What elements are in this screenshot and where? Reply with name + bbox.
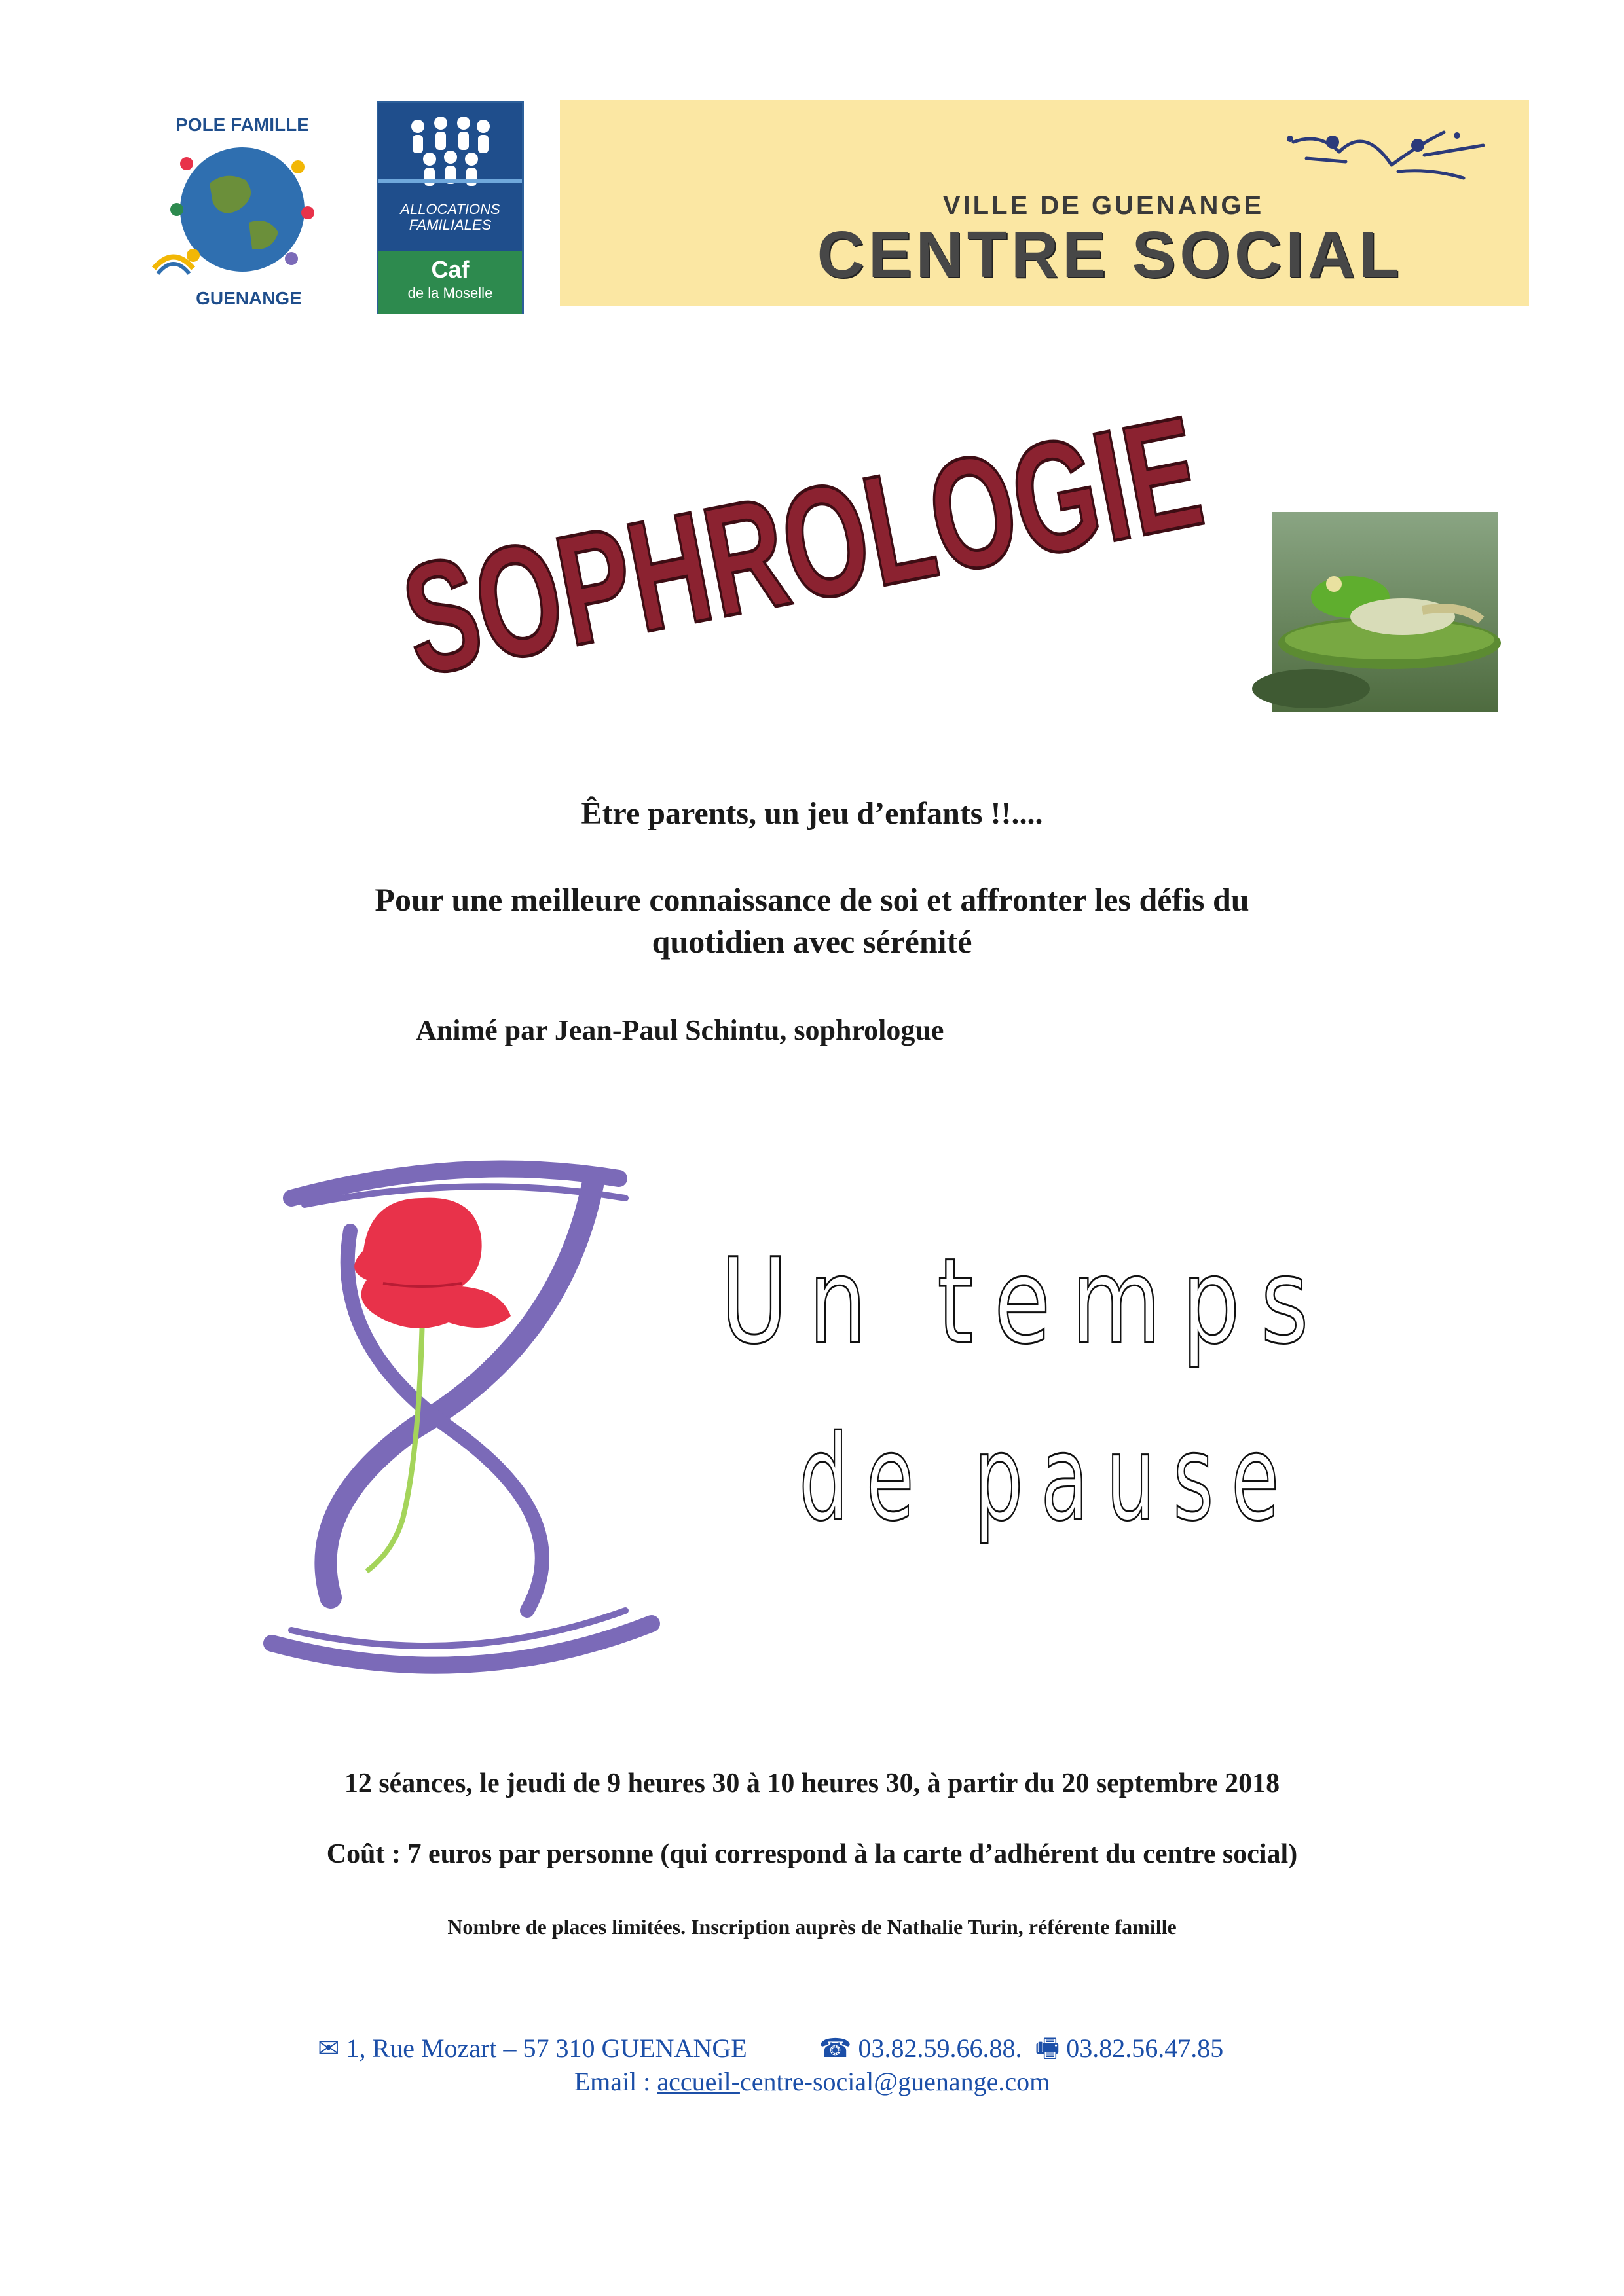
- sessions-info: 12 séances, le jeudi de 9 heures 30 à 10 heures 30, à partir du 20 septembre 2018: [344, 1768, 1280, 1798]
- email-label: Email :: [574, 2067, 657, 2096]
- fax-icon: 🖷: [1028, 2033, 1067, 2063]
- caf-line2: FAMILIALES: [409, 217, 492, 233]
- caf-name: Caf: [431, 256, 470, 283]
- animator-line: Animé par Jean-Paul Schintu, sophrologue: [416, 1014, 944, 1046]
- cost-info: Coût : 7 euros par personne (qui correspond à la carte d’adhérent du centre social): [326, 1839, 1298, 1869]
- centre-social-banner: [560, 100, 1529, 306]
- relaxing-frog-photo: [1272, 512, 1498, 712]
- subtitle-line-2: quotidien avec sérénité: [652, 923, 972, 960]
- subtitle-line-1: Pour une meilleure connaissance de soi et affronter les défis du: [375, 881, 1249, 918]
- contact-address: 1, Rue Mozart – 57 310 GUENANGE: [346, 2033, 747, 2063]
- registration-info: Nombre de places limitées. Inscription auprès de Nathalie Turin, référente famille: [447, 1915, 1177, 1939]
- contact-email-line: [0, 2066, 1624, 2097]
- email-link-rest[interactable]: centre-social@guenange.com: [739, 2067, 1050, 2096]
- hourglass-poppy-illustration: [252, 1126, 691, 1689]
- caf-line1: ALLOCATIONS: [400, 201, 500, 217]
- caf-logo: [377, 101, 524, 314]
- dancing-figures-icon: [1267, 106, 1529, 198]
- mail-icon: ✉: [318, 2033, 346, 2063]
- contact-fax: 03.82.56.47.85: [1066, 2033, 1224, 2063]
- tagline: Être parents, un jeu d’enfants !!....: [581, 796, 1043, 831]
- centre-social-text: CENTRE SOCIAL: [817, 218, 1403, 291]
- pole-famille-top-text: POLE FAMILLE: [175, 115, 309, 135]
- subtitle: [196, 879, 1428, 962]
- pole-famille-bottom-text: GUENANGE: [196, 288, 302, 308]
- contact-phone: 03.82.59.66.88.: [858, 2033, 1022, 2063]
- page-title: SOPHROLOGIE: [390, 313, 1572, 709]
- phone-icon: ☎: [819, 2033, 858, 2063]
- handwritten-line-1: Un temps: [720, 1233, 1329, 1370]
- email-link-user[interactable]: accueil-: [657, 2067, 740, 2096]
- handwritten-line-2: de pause: [799, 1410, 1297, 1547]
- handwritten-title: [720, 1218, 1349, 1637]
- caf-region: de la Moselle: [407, 285, 493, 301]
- pole-famille-logo: [147, 105, 337, 314]
- ville-de-guenange-text: VILLE DE GUENANGE: [942, 191, 1264, 220]
- title-block: [347, 313, 1572, 709]
